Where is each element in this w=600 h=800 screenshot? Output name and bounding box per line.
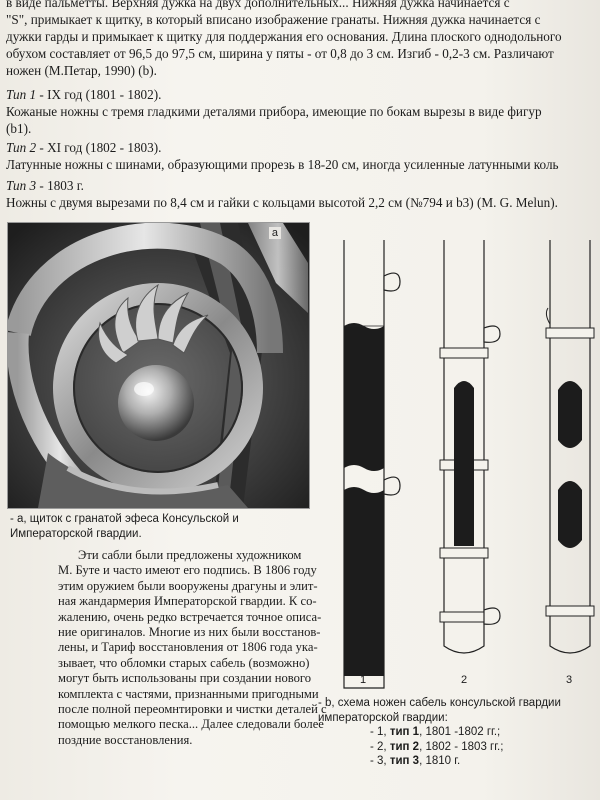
type-2-heading [6,139,600,156]
scabbard-diagram [320,228,600,698]
body-line: М. Буте и часто имеют его подпись. В 1806 году [58,563,317,578]
caption-b [318,696,600,769]
intro-paragraph [6,0,600,79]
scabbard-2 [440,240,500,653]
body-line: ние оригиналов. Многие из них были восстанов- [58,624,321,639]
caption-b-item-prefix: - 1, [370,726,390,738]
type-3-text: Ножны с двумя вырезами по 8,4 см и гайки с кольцами высотой 2,2 см (№794 и b3) (M. G. Melun). [6,195,558,210]
caption-b-item-prefix: - 2, [370,740,390,753]
caption-b-item [318,725,600,740]
type-2-text: Латунные ножны с шинами, образующими прорезь в 18-20 см, иногда усиленные латунными коль [6,157,559,172]
caption-b-line: - b, схема ножен сабель консульской гвардии [318,697,561,709]
body-line: могут быть использованы при создании нового [58,671,312,686]
scabbard-1 [344,240,400,688]
type-3-label: Тип 3 [6,178,37,193]
body-line: ная жандармерия Императорской гвардии. К со- [58,594,317,609]
caption-b-item-prefix: - 3, [370,755,390,767]
caption-b-item [318,754,600,769]
caption-b-item [318,740,600,755]
type-1-heading [6,86,600,103]
caption-b-item-type: тип 3 [389,755,420,767]
intro-line: "S", примыкает к щитку, в который вписано изображение гранаты. Нижняя дужка начинается с [6,12,541,27]
type-2-year: - XI год (1802 - 1803). [36,140,162,155]
intro-line: дужки гарды и примыкает к щитку для поддержания его основания. Длина плоского однодольного [6,29,562,44]
hilt-guard-photo [7,222,310,509]
type-2-label: Тип 2 [6,140,37,155]
caption-a: - а, щиток с гранатой эфеса Консульской и Императорской гвардии. [10,513,239,540]
intro-line: ножен (М.Петар, 1990) (b). [6,63,157,78]
type-1-block [6,86,600,137]
body-line: комплекта с частями, признанными пригодными [58,686,319,701]
intro-line: в виде пальметты. Верхняя дужка на двух дополнительных... Нижняя дужка начинается с [6,0,510,10]
caption-b-item-type: тип 2 [389,740,420,753]
body-line: зывает, что обломки старых сабель (возможно) [58,655,310,670]
type-3-year: - 1803 г. [36,178,84,193]
type-1-text: Кожаные ножны с тремя гладкими деталями прибора, имеющие по бокам вырезы в виде фигур [6,104,542,119]
intro-line: обухом составляет от 96,5 до 97,5 см, ширина у пяты - от 0,8 до 3 см. Изгиб - 0,2-3 см. Различают [6,46,554,61]
body-paragraph [58,548,327,748]
type-1-label: Тип 1 [6,87,37,102]
body-line: жалению, очень редко встречается точное описа- [58,609,322,624]
type-2-block [6,139,600,173]
scabbard-number-2: 2 [461,674,468,686]
scabbard-number-3: 3 [566,674,573,686]
caption-b-line: императорской гвардии: [318,711,448,724]
type-3-heading [6,177,600,194]
scabbard-number-1: 1 [360,674,367,686]
caption-b-item-years: , 1801 -1802 гг.; [419,726,501,738]
body-line: поздние восстановления. [58,732,193,747]
caption-b-item-years: , 1802 - 1803 гг.; [419,740,504,753]
grenade-guard-illustration [8,223,309,508]
scabbard-schematics [320,228,600,698]
photo-label-a: а [269,227,281,239]
body-line: после полной переомнтировки и чистки деталей с [58,701,327,716]
body-line: помощью мелкого песка... Далее следовали более [58,717,324,732]
body-line: Эти сабли были предложены художником [78,548,302,562]
body-line: лены, и Тариф восстановления от 1806 года ука- [58,640,318,655]
body-line: этим оружием были вооружены драгуны и элит- [58,578,318,593]
scabbard-3 [546,240,594,653]
caption-b-item-type: тип 1 [389,726,420,738]
caption-b-item-years: , 1810 г. [419,755,461,767]
type-1-text: (b1). [6,121,32,136]
type-3-block [6,177,600,211]
type-1-year: - IX год (1801 - 1802). [36,87,162,102]
